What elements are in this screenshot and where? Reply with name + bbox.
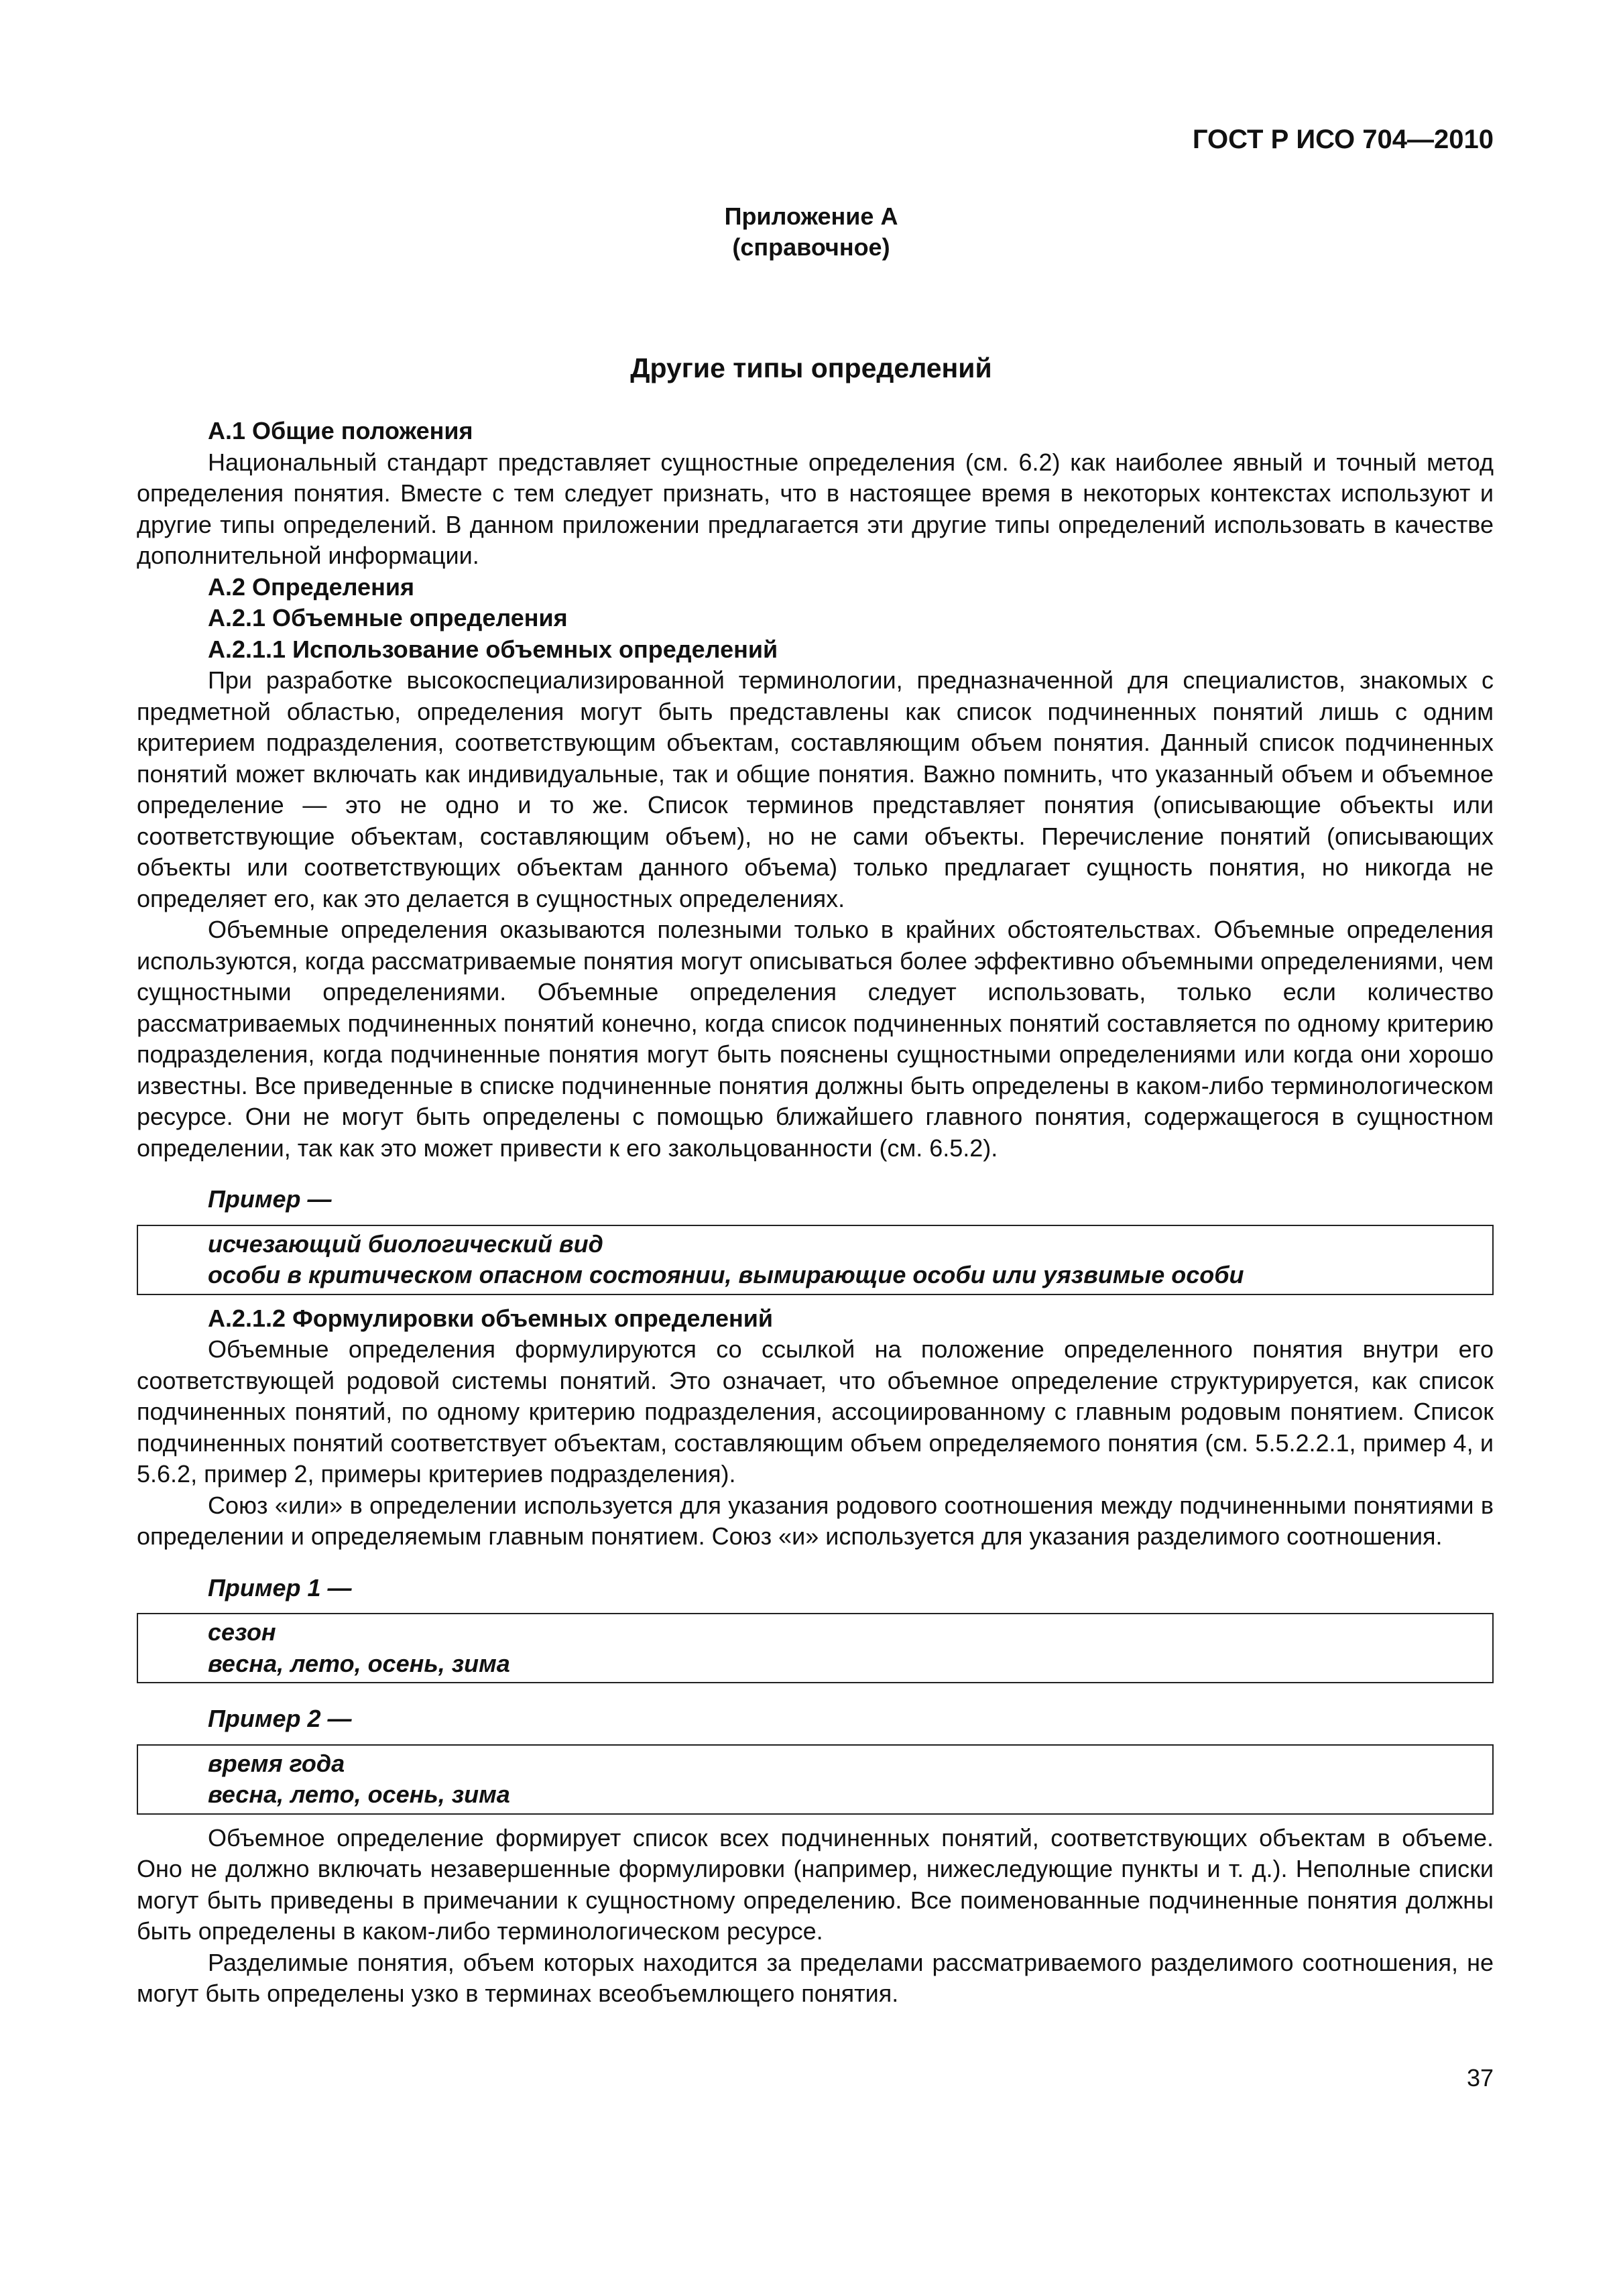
page-number: 37: [1466, 2064, 1494, 2092]
annex-status: (справочное): [732, 233, 890, 261]
annex-name: Приложение А: [724, 202, 898, 230]
paragraph: При разработке высокоспециализированной терминологии, предназначенной для специалистов, знакомых с предметной областью, определения могут быть представлены как список подчиненных понятий лишь с одним критерием подразделения, соответствующим объектам, составляющим объем понятия. Данный список подчиненных понятий может включать как индивидуальные, так и общие понятия. Важно помнить, что указанный объем и объемное определение — это не одно и то же. Список терминов представляет понятия (описывающие объекты или соответствующие объектам, составляющим объем), но не сами объекты. Перечисление понятий (описывающих объекты или соответствующих объектам данного объема) только предлагает сущность понятия, но никогда не определяет его, как это делается в сущностных определениях.: [137, 666, 1494, 912]
example-box: [137, 1744, 1494, 1815]
paragraph: Объемные определения оказываются полезными только в крайних обстоятельствах. Объемные определения используются, когда рассматриваемые понятия могут описываться более эффективно объемными определениями, чем сущностными определениями. Объемные определения следует использовать, только если количество рассматриваемых подчиненных понятий конечно, когда список подчиненных понятий составляется по одному критерию подразделения, когда подчиненные понятия могут быть пояснены сущностными определениями или когда они хорошо известны. Все приведенные в списке подчиненные понятия должны быть определены в каком-либо терминологическом ресурсе. Они не могут быть определены с помощью ближайшего главного понятия, содержащегося в сущностном определении, так как это может привести к его закольцованности (см. 6.5.2).: [137, 916, 1494, 1162]
paragraph: Объемное определение формирует список всех подчиненных понятий, соответствующих объектам в объеме. Оно не должно включать незавершенные формулировки (например, нижеследующие пункты и т. д.). Неполные списки могут быть приведены в примечании к сущностному определению. Все поименованные подчиненные понятия должны быть определены в каком-либо терминологическом ресурсе.: [137, 1823, 1494, 1945]
paragraph: Союз «или» в определении используется для указания родового соотношения между подчиненными понятиями в определении и определяемым главным понятием. Союз «и» используется для указания разделимого соотношения.: [137, 1491, 1494, 1550]
example-term: сезон: [208, 1618, 276, 1646]
section-heading-a212: А.2.1.2 Формулировки объемных определений: [208, 1304, 773, 1332]
example-definition: весна, лето, осень, зима: [208, 1649, 510, 1677]
example-box: [137, 1613, 1494, 1683]
example-label: Пример 1 —: [208, 1573, 352, 1602]
section-heading-a2: А.2 Определения: [208, 572, 414, 601]
example-definition: весна, лето, осень, зима: [208, 1780, 510, 1808]
example-label: Пример —: [208, 1185, 332, 1213]
example-term: время года: [208, 1749, 345, 1777]
example-box: [137, 1225, 1494, 1295]
section-heading-a21: А.2.1 Объемные определения: [208, 604, 568, 631]
paragraph: Национальный стандарт представляет сущностные определения (см. 6.2) как наиболее явный и точный метод определения понятия. Вместе с тем следует признать, что в настоящее время в некоторых контекстах используют и другие типы определений. В данном приложении предлагается эти другие типы определений использовать в качестве дополнительной информации.: [137, 448, 1494, 569]
paragraph: Разделимые понятия, объем которых находится за пределами рассматриваемого разделимого соотношения, не могут быть определены узко в терминах всеобъемлющего понятия.: [137, 1948, 1494, 2007]
example-label: Пример 2 —: [208, 1705, 352, 1732]
section-heading-a1: А.1 Общие положения: [208, 417, 473, 444]
page-title: Другие типы определений: [630, 353, 992, 383]
annex-heading: [590, 201, 1032, 263]
body-text: [137, 416, 1494, 2010]
document-header: ГОСТ Р ИСО 704—2010: [1192, 125, 1494, 154]
example-term: исчезающий биологический вид: [208, 1229, 603, 1258]
section-heading-a211: А.2.1.1 Использование объемных определений: [208, 635, 778, 663]
example-definition: особи в критическом опасном состоянии, вымирающие особи или уязвимые особи: [208, 1261, 1244, 1288]
paragraph: Объемные определения формулируются со ссылкой на положение определенного понятия внутри его соответствующей родовой системы понятий. Это означает, что объемное определение структурируется, как список подчиненных понятий, по одному критерию подразделения, ассоциированному с главным родовым понятием. Список подчиненных понятий соответствует объектам, составляющим объем определяемого понятия (см. 5.5.2.2.1, пример 4, и 5.6.2, пример 2, примеры критериев подразделения).: [137, 1335, 1494, 1488]
